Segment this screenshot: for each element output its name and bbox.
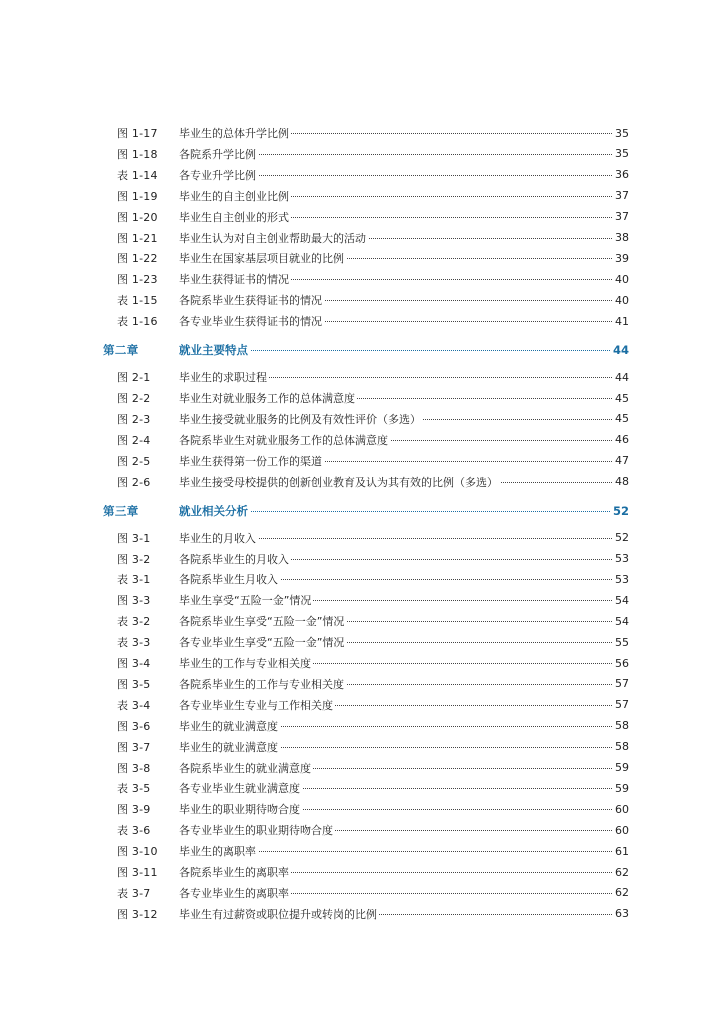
entry-number: 图 2-3	[117, 412, 151, 426]
toc-entry[interactable]	[0, 738, 724, 756]
entry-number: 图 3-2	[117, 552, 151, 566]
entry-number: 第三章	[103, 503, 139, 518]
entry-page-number: 57	[615, 677, 629, 691]
entry-title: 各院系毕业生的离职率	[179, 866, 289, 879]
entry-page-number: 36	[615, 168, 629, 182]
entry-title: 各专业毕业生就业满意度	[179, 782, 300, 796]
entry-title: 就业相关分析	[179, 503, 248, 518]
toc-entry[interactable]	[0, 905, 724, 923]
entry-number: 图 3-10	[117, 845, 158, 859]
entry-number: 图 2-4	[117, 433, 151, 447]
entry-number: 图 1-22	[117, 252, 158, 266]
toc-entry[interactable]	[0, 452, 724, 470]
entry-page-number: 62	[615, 865, 629, 879]
toc-entry[interactable]	[0, 633, 724, 651]
toc-entry[interactable]	[0, 779, 724, 797]
entry-title: 各专业毕业生专业与工作相关度	[179, 698, 333, 712]
entry-number: 表 1-15	[117, 294, 158, 308]
entry-title: 就业主要特点	[179, 343, 248, 358]
toc-entry[interactable]	[0, 717, 724, 735]
entry-number: 图 1-17	[117, 127, 158, 140]
entry-number: 图 3-9	[117, 803, 151, 817]
toc-entry[interactable]	[0, 570, 724, 588]
toc-entry[interactable]	[0, 431, 724, 449]
toc-entry[interactable]	[0, 389, 724, 407]
entry-title: 毕业生自主创业的形式	[179, 210, 289, 224]
entry-page-number: 56	[615, 656, 629, 670]
entry-page-number: 37	[615, 210, 629, 224]
entry-number: 图 3-3	[117, 594, 151, 608]
toc-entry[interactable]	[0, 800, 724, 818]
entry-number: 图 1-20	[117, 210, 158, 224]
entry-number: 图 3-4	[117, 657, 151, 670]
entry-number: 表 3-7	[117, 886, 151, 900]
toc-entry[interactable]	[0, 145, 724, 163]
entry-number: 表 3-3	[117, 636, 151, 650]
entry-page-number: 45	[615, 412, 629, 426]
entry-number: 表 3-2	[117, 615, 151, 629]
entry-number: 表 3-6	[117, 824, 151, 838]
entry-page-number: 52	[615, 531, 629, 545]
entry-number: 图 3-5	[117, 677, 151, 691]
entry-title: 各专业毕业生享受“五险一金”情况	[179, 636, 345, 650]
entry-page-number: 62	[615, 886, 629, 900]
toc-entry[interactable]	[0, 166, 724, 184]
toc-entry[interactable]	[0, 654, 724, 672]
entry-page-number: 59	[615, 781, 629, 795]
entry-number: 图 1-18	[117, 147, 158, 161]
entry-title: 各院系升学比例	[179, 147, 256, 161]
entry-title: 毕业生的就业满意度	[179, 719, 278, 733]
entry-number: 图 3-7	[117, 740, 151, 754]
toc-entry[interactable]	[0, 249, 724, 267]
entry-title: 毕业生的就业满意度	[179, 740, 278, 754]
toc-entry[interactable]	[0, 821, 724, 839]
entry-page-number: 54	[615, 593, 629, 607]
entry-title: 各专业升学比例	[179, 168, 256, 182]
entry-page-number: 63	[615, 907, 629, 921]
entry-page-number: 58	[615, 740, 629, 754]
entry-page-number: 44	[612, 343, 629, 358]
entry-number: 图 3-6	[117, 719, 151, 733]
toc-entry[interactable]	[0, 270, 724, 288]
toc-entry[interactable]	[0, 696, 724, 714]
toc-entry[interactable]	[0, 842, 724, 860]
entry-title: 毕业生的职业期待吻合度	[179, 803, 300, 817]
entry-title: 毕业生对就业服务工作的总体满意度	[179, 392, 355, 405]
entry-number: 图 3-1	[117, 531, 151, 545]
toc-entry[interactable]	[0, 368, 724, 386]
entry-page-number: 39	[615, 251, 629, 265]
entry-title: 各专业毕业生的离职率	[179, 886, 289, 900]
entry-title: 毕业生享受“五险一金”情况	[179, 594, 312, 608]
toc-entry[interactable]	[0, 208, 724, 226]
entry-page-number: 48	[615, 475, 629, 489]
entry-number: 图 1-19	[117, 189, 158, 203]
toc-entry[interactable]	[0, 124, 724, 142]
entry-number: 图 3-11	[117, 866, 158, 879]
entry-title: 毕业生接受就业服务的比例及有效性评价（多选）	[179, 412, 421, 426]
entry-number: 表 3-5	[117, 782, 151, 796]
entry-number: 图 3-12	[117, 907, 158, 921]
entry-page-number: 40	[615, 272, 629, 286]
entry-title: 各院系毕业生月收入	[179, 573, 278, 587]
entry-number: 表 1-16	[117, 315, 158, 329]
entry-page-number: 40	[615, 293, 629, 307]
entry-page-number: 57	[615, 698, 629, 712]
entry-number: 表 3-4	[117, 698, 151, 712]
entry-title: 各院系毕业生享受“五险一金”情况	[179, 615, 345, 629]
toc-entry[interactable]	[0, 863, 724, 881]
entry-page-number: 59	[615, 761, 629, 774]
entry-page-number: 54	[615, 614, 629, 628]
chapter-heading[interactable]	[0, 341, 724, 359]
toc-entry[interactable]	[0, 550, 724, 568]
entry-title: 毕业生的月收入	[179, 531, 256, 545]
chapter-heading[interactable]	[0, 502, 724, 520]
entry-page-number: 38	[615, 231, 629, 244]
entry-title: 毕业生获得证书的情况	[179, 273, 289, 287]
entry-title: 毕业生接受母校提供的创新创业教育及认为其有效的比例（多选）	[179, 475, 498, 489]
entry-title: 各专业毕业生获得证书的情况	[179, 315, 322, 329]
toc-entry[interactable]	[0, 884, 724, 902]
entry-number: 第二章	[103, 343, 139, 358]
entry-title: 毕业生的自主创业比例	[179, 189, 289, 203]
entry-title: 各院系毕业生获得证书的情况	[179, 294, 322, 308]
entry-page-number: 37	[615, 189, 629, 203]
entry-number: 图 1-23	[117, 273, 158, 287]
toc-entry[interactable]	[0, 529, 724, 547]
toc-entry[interactable]	[0, 410, 724, 428]
entry-number: 图 2-5	[117, 454, 151, 468]
entry-title: 毕业生的总体升学比例	[179, 127, 289, 140]
toc-entry[interactable]	[0, 675, 724, 693]
entry-page-number: 58	[615, 719, 629, 733]
entry-page-number: 46	[615, 433, 629, 447]
entry-page-number: 44	[615, 370, 629, 384]
entry-number: 图 2-6	[117, 475, 151, 489]
entry-title: 毕业生的求职过程	[179, 371, 267, 385]
entry-title: 各专业毕业生的职业期待吻合度	[179, 824, 333, 838]
entry-page-number: 60	[615, 823, 629, 837]
entry-number: 图 2-2	[117, 392, 151, 405]
entry-page-number: 41	[615, 314, 629, 328]
entry-number: 表 1-14	[117, 168, 158, 182]
entry-title: 毕业生的工作与专业相关度	[179, 657, 311, 670]
entry-title: 各院系毕业生的工作与专业相关度	[179, 677, 344, 691]
entry-page-number: 35	[615, 147, 629, 161]
entry-page-number: 55	[615, 635, 629, 649]
entry-title: 毕业生认为对自主创业帮助最大的活动	[179, 231, 366, 245]
entry-page-number: 52	[612, 503, 629, 518]
entry-number: 图 3-8	[117, 761, 151, 775]
toc-entry[interactable]	[0, 591, 724, 609]
entry-title: 各院系毕业生的月收入	[179, 552, 289, 566]
entry-page-number: 60	[615, 802, 629, 816]
entry-title: 毕业生在国家基层项目就业的比例	[179, 252, 344, 266]
toc-entry[interactable]	[0, 229, 724, 247]
entry-title: 各院系毕业生的就业满意度	[179, 761, 311, 775]
entry-number: 表 3-1	[117, 573, 151, 587]
entry-number: 图 2-1	[117, 371, 151, 385]
entry-page-number: 61	[615, 844, 629, 858]
toc-entry[interactable]	[0, 291, 724, 309]
toc-entry[interactable]	[0, 759, 724, 777]
entry-title: 毕业生的离职率	[179, 845, 256, 859]
toc-entry[interactable]	[0, 187, 724, 205]
entry-page-number: 35	[615, 126, 629, 140]
entry-title: 毕业生有过薪资或职位提升或转岗的比例	[179, 907, 377, 921]
toc-entry[interactable]	[0, 473, 724, 491]
entry-page-number: 47	[615, 454, 629, 468]
entry-title: 各院系毕业生对就业服务工作的总体满意度	[179, 433, 388, 447]
entry-title: 毕业生获得第一份工作的渠道	[179, 454, 322, 468]
entry-page-number: 53	[615, 552, 629, 565]
toc-entry[interactable]	[0, 312, 724, 330]
entry-page-number: 45	[615, 391, 629, 405]
entry-number: 图 1-21	[117, 231, 158, 245]
entry-page-number: 53	[615, 572, 629, 586]
toc-entry[interactable]	[0, 612, 724, 630]
